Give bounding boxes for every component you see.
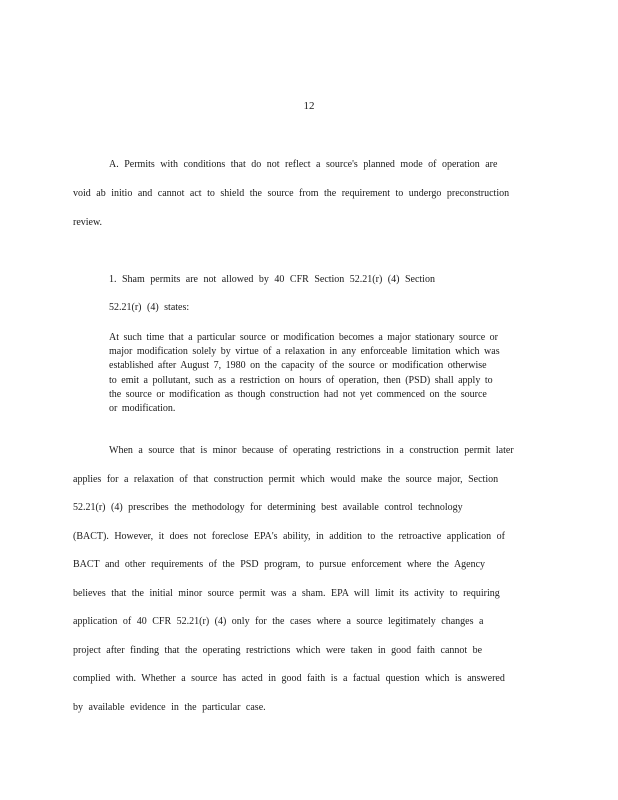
body-line-10: by available evidence in the particular case. bbox=[73, 702, 266, 713]
quotation-line: major modification solely by virtue of a relaxation in any enforceable limitation which was bbox=[109, 346, 500, 358]
body-line-1: When a source that is minor because of operating restrictions in a construction permit later bbox=[109, 445, 514, 456]
body-line-2: applies for a relaxation of that construction permit which would make the source major, Section bbox=[73, 474, 499, 485]
heading-a-line-3: review. bbox=[73, 217, 103, 228]
body-line-8: project after finding that the operating restrictions which were taken in good faith cannot be bbox=[73, 645, 483, 656]
page-number: 12 bbox=[303, 100, 315, 112]
body-line-9: complied with. Whether a source has acted in good faith is a factual question which is answered bbox=[73, 673, 505, 684]
body-line-3: 52.21(r) (4) prescribes the methodology for determining best available control technology bbox=[73, 502, 463, 513]
quotation-line: to emit a pollutant, such as a restriction on hours of operation, then (PSD) shall apply to bbox=[109, 374, 493, 386]
quotation-line: established after August 7, 1980 on the capacity of the source or modification otherwise bbox=[109, 360, 487, 372]
body-line-7: application of 40 CFR 52.21(r) (4) only for the cases where a source legitimately changes a bbox=[73, 616, 484, 627]
heading-a-line-1: A. Permits with conditions that do not reflect a source's planned mode of operation are bbox=[109, 159, 498, 170]
body-line-4: (BACT). However, it does not foreclose EPA's ability, in addition to the retroactive application of bbox=[73, 531, 506, 542]
block-quotation bbox=[109, 331, 543, 416]
heading-a-line-2: void ab initio and cannot act to shield the source from the requirement to undergo preconstruction bbox=[73, 188, 510, 199]
body-line-5: BACT and other requirements of the PSD program, to pursue enforcement where the Agency bbox=[73, 559, 486, 570]
body-line-6: believes that the initial minor source permit was a sham. EPA will limit its activity to requiring bbox=[73, 588, 500, 599]
quotation-line: or modification. bbox=[109, 403, 176, 415]
quotation-line: At such time that a particular source or modification becomes a major stationary source or bbox=[109, 332, 498, 343]
item-1-line-1: 1. Sham permits are not allowed by 40 CFR Section 52.21(r) (4) Section bbox=[109, 274, 435, 285]
quotation-line: the source or modification as though construction had not yet commenced on the source bbox=[109, 388, 487, 400]
item-1-line-2: 52.21(r) (4) states: bbox=[109, 302, 190, 313]
